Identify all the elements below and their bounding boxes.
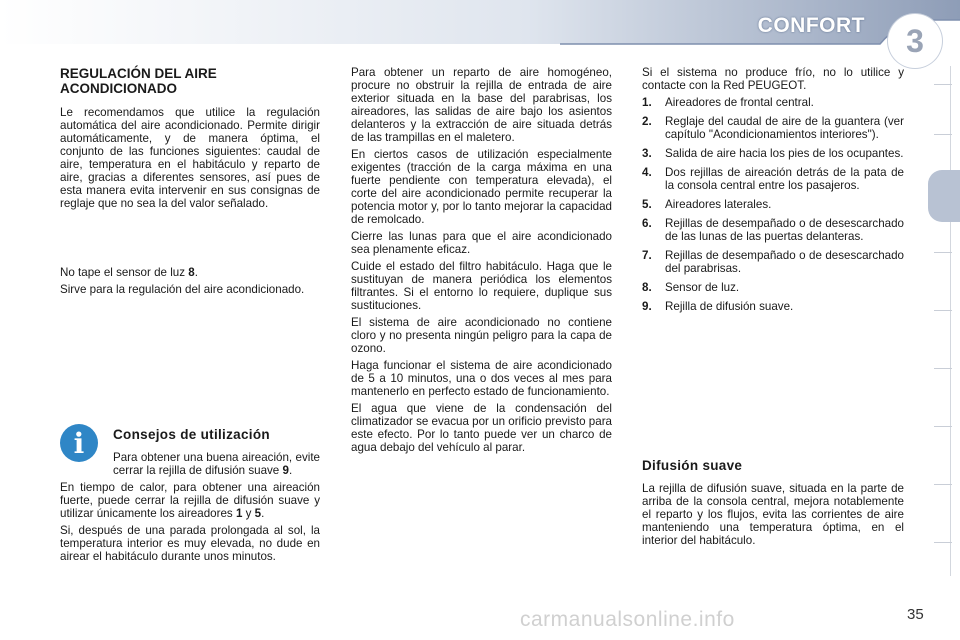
list-item: 2. Reglaje del caudal de aire de la guantera (ver capítulo "Acondicionamientos interiores").: [642, 115, 904, 141]
list-item: 1. Aireadores de frontal central.: [642, 96, 814, 109]
body-paragraph: El agua que viene de la condensación del climatizador se evacua por un orificio previsto para este efecto. Por lo tanto puede ver un charco de agua debajo del vehículo al parar.: [351, 402, 612, 454]
watermark: carmanualsonline.info: [520, 608, 735, 631]
middle-column: [351, 66, 612, 458]
intro-paragraph: Le recomendamos que utilice la regulación automática del aire acondicionado. Permite dirigir automáticamente, y de manera óptima, el conjunto de las funciones siguientes: caudal de aire, temperatura en el habitáculo y reparto de aire, gracias a diferentes sensores, así pues de esta manera evita intervenir en sus consignas de reglaje que no sea la del valor señalado.: [60, 106, 320, 210]
list-item: 9. Rejilla de difusión suave.: [642, 300, 794, 313]
chapter-tab[interactable]: [934, 134, 952, 135]
tips-paragraph: Si, después de una parada prolongada al sol, la temperatura interior es muy elevada, no dude en airear el habitáculo durante unos minutos.: [60, 524, 320, 563]
intro-paragraph: Si el sistema no produce frío, no lo utilice y contacte con la Red PEUGEOT.: [642, 66, 904, 92]
chapter-tab[interactable]: [934, 368, 952, 369]
chapter-title: CONFORT: [757, 14, 865, 37]
body-paragraph: Cuide el estado del filtro habitáculo. Haga que le sustituyan de manera periódica los elementos filtrantes. Si el entorno lo requiere, duplique sus sustituciones.: [351, 260, 612, 312]
chapter-tab-rail: [928, 66, 960, 576]
list-item: 4. Dos rejillas de aireación detrás de la pata de la consola central entre los pasajeros.: [642, 166, 904, 192]
body-paragraph: En ciertos casos de utilización especialmente exigentes (tracción de la carga máxima en una fuerte pendiente con temperatura elevada), el corte del aire acondicionado permite recuperar la potencia motor y, por lo tanto mejorar la capacidad de remolcado.: [351, 148, 612, 226]
list-item: 5. Aireadores laterales.: [642, 198, 772, 211]
sensor-purpose: Sirve para la regulación del aire acondicionado.: [60, 283, 305, 296]
body-paragraph: Para obtener un reparto de aire homogéneo, procure no obstruir la rejilla de entrada de aire exterior situada en la base del parabrisas, los aireadores, las salidas de aire bajo los asientos delanteros y la extracción de aire situada detrás de las trampillas en el maletero.: [351, 66, 612, 144]
list-item: 7. Rejillas de desempañado o de desescarchado del parabrisas.: [642, 249, 904, 275]
body-paragraph: El sistema de aire acondicionado no contiene cloro y no presenta ningún peligro para la capa de ozono.: [351, 316, 612, 355]
body-paragraph: Cierre las lunas para que el aire acondicionado sea plenamente eficaz.: [351, 230, 612, 256]
list-item: 3. Salida de aire hacia los pies de los ocupantes.: [642, 147, 904, 160]
diffusion-title: Difusión suave: [642, 458, 743, 473]
left-column: [60, 66, 320, 300]
chapter-tab[interactable]: [934, 542, 952, 543]
tips-paragraph: En tiempo de calor, para obtener una aireación fuerte, puede cerrar la rejilla de difusión suave y utilizar únicamente los aireadores 1 y 5.: [60, 481, 320, 520]
info-icon: i: [60, 424, 98, 462]
chapter-tab[interactable]: [934, 484, 952, 485]
tips-box: [60, 424, 320, 567]
body-paragraph: Haga funcionar el sistema de aire acondicionado de 5 a 10 minutos, una o dos veces al mes para mantenerlo en perfecto estado de funcionamiento.: [351, 359, 612, 398]
diffusion-paragraph: La rejilla de difusión suave, situada en la parte de arriba de la consola central, mejora notablemente el reparto y los flujos, evita las corrientes de aire manteniendo una temperatura óptima, en el interior del habitáculo.: [642, 482, 904, 547]
tab-rail-line: [950, 66, 951, 576]
right-column: [642, 66, 904, 551]
list-item: 6. Rejillas de desempañado o de desescarchado de las lunas de las puertas delanteras.: [642, 217, 904, 243]
tips-title: Consejos de utilización: [113, 427, 270, 442]
tips-paragraph: Para obtener una buena aireación, evite cerrar la rejilla de difusión suave 9.: [113, 451, 320, 477]
page-number: 35: [907, 606, 924, 623]
section-title: REGULACIÓN DEL AIRE ACONDICIONADO: [60, 66, 217, 96]
chapter-tab[interactable]: [934, 310, 952, 311]
chapter-tab[interactable]: [934, 252, 952, 253]
chapter-tab[interactable]: [934, 84, 952, 85]
list-item: 8. Sensor de luz.: [642, 281, 740, 294]
chapter-tab[interactable]: [934, 426, 952, 427]
sensor-warning: No tape el sensor de luz 8.: [60, 266, 198, 279]
chapter-number-badge: 3: [888, 14, 942, 68]
chapter-tab-active[interactable]: [928, 170, 960, 222]
vent-legend-list: [642, 96, 904, 313]
